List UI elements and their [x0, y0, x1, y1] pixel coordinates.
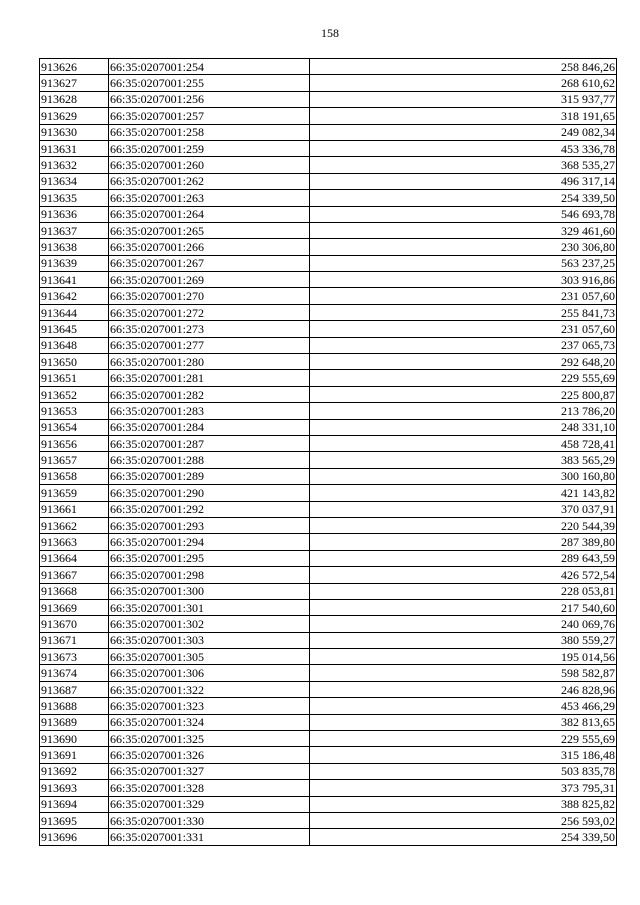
cadastral-number-cell: 66:35:0207001:272: [109, 304, 310, 320]
value-cell: 453 336,78: [310, 140, 617, 156]
cadastral-number-cell: 66:35:0207001:323: [109, 698, 310, 714]
table-row: [40, 304, 617, 320]
table-row: [40, 599, 617, 615]
value-cell: 318 191,65: [310, 108, 617, 124]
record-number-cell: 913695: [40, 812, 109, 828]
cadastral-number-cell: 66:35:0207001:280: [109, 354, 310, 370]
cadastral-number-cell: 66:35:0207001:269: [109, 272, 310, 288]
table-row: [40, 763, 617, 779]
record-number-cell: 913630: [40, 124, 109, 140]
value-cell: 217 540,60: [310, 599, 617, 615]
record-number-cell: 913689: [40, 714, 109, 730]
value-cell: 268 610,62: [310, 75, 617, 91]
record-number-cell: 913652: [40, 386, 109, 402]
record-number-cell: 913658: [40, 468, 109, 484]
cadastral-number-cell: 66:35:0207001:277: [109, 337, 310, 353]
value-cell: 213 786,20: [310, 403, 617, 419]
record-number-cell: 913631: [40, 140, 109, 156]
table-row: [40, 517, 617, 533]
value-cell: 380 559,27: [310, 632, 617, 648]
cadastral-number-cell: 66:35:0207001:254: [109, 59, 310, 75]
record-number-cell: 913642: [40, 288, 109, 304]
cadastral-number-cell: 66:35:0207001:292: [109, 501, 310, 517]
cadastral-number-cell: 66:35:0207001:262: [109, 173, 310, 189]
record-number-cell: 913696: [40, 829, 109, 845]
record-number-cell: 913659: [40, 485, 109, 501]
table-row: [40, 632, 617, 648]
cadastral-number-cell: 66:35:0207001:302: [109, 616, 310, 632]
table-row: [40, 403, 617, 419]
value-cell: 240 069,76: [310, 616, 617, 632]
table-row: [40, 780, 617, 796]
table-row: [40, 796, 617, 812]
record-number-cell: 913692: [40, 763, 109, 779]
value-cell: 248 331,10: [310, 419, 617, 435]
cadastral-number-cell: 66:35:0207001:331: [109, 829, 310, 845]
value-cell: 254 339,50: [310, 190, 617, 206]
value-cell: 289 643,59: [310, 550, 617, 566]
table-row: [40, 354, 617, 370]
record-number-cell: 913690: [40, 731, 109, 747]
value-cell: 329 461,60: [310, 222, 617, 238]
table-row: [40, 124, 617, 140]
cadastral-number-cell: 66:35:0207001:283: [109, 403, 310, 419]
cadastral-number-cell: 66:35:0207001:306: [109, 665, 310, 681]
record-number-cell: 913674: [40, 665, 109, 681]
cadastral-number-cell: 66:35:0207001:301: [109, 599, 310, 615]
value-cell: 220 544,39: [310, 517, 617, 533]
cadastral-number-cell: 66:35:0207001:265: [109, 222, 310, 238]
table-row: [40, 583, 617, 599]
value-cell: 563 237,25: [310, 255, 617, 271]
record-number-cell: 913626: [40, 59, 109, 75]
value-cell: 426 572,54: [310, 567, 617, 583]
cadastral-number-cell: 66:35:0207001:293: [109, 517, 310, 533]
value-cell: 254 339,50: [310, 829, 617, 845]
register-table-body: [40, 59, 617, 846]
record-number-cell: 913637: [40, 222, 109, 238]
table-row: [40, 190, 617, 206]
table-row: [40, 370, 617, 386]
table-row: [40, 649, 617, 665]
cadastral-number-cell: 66:35:0207001:270: [109, 288, 310, 304]
value-cell: 231 057,60: [310, 288, 617, 304]
value-cell: 237 065,73: [310, 337, 617, 353]
table-row: [40, 714, 617, 730]
record-number-cell: 913671: [40, 632, 109, 648]
table-row: [40, 534, 617, 550]
register-table: [39, 58, 617, 846]
record-number-cell: 913687: [40, 681, 109, 697]
cadastral-number-cell: 66:35:0207001:298: [109, 567, 310, 583]
table-row: [40, 435, 617, 451]
cadastral-number-cell: 66:35:0207001:294: [109, 534, 310, 550]
value-cell: 373 795,31: [310, 780, 617, 796]
table-row: [40, 731, 617, 747]
value-cell: 225 800,87: [310, 386, 617, 402]
table-row: [40, 485, 617, 501]
cadastral-number-cell: 66:35:0207001:281: [109, 370, 310, 386]
record-number-cell: 913668: [40, 583, 109, 599]
value-cell: 383 565,29: [310, 452, 617, 468]
table-row: [40, 386, 617, 402]
record-number-cell: 913636: [40, 206, 109, 222]
record-number-cell: 913648: [40, 337, 109, 353]
value-cell: 546 693,78: [310, 206, 617, 222]
table-row: [40, 173, 617, 189]
record-number-cell: 913657: [40, 452, 109, 468]
value-cell: 303 916,86: [310, 272, 617, 288]
cadastral-number-cell: 66:35:0207001:329: [109, 796, 310, 812]
value-cell: 388 825,82: [310, 796, 617, 812]
table-row: [40, 59, 617, 75]
value-cell: 258 846,26: [310, 59, 617, 75]
cadastral-number-cell: 66:35:0207001:287: [109, 435, 310, 451]
value-cell: 229 555,69: [310, 731, 617, 747]
table-row: [40, 140, 617, 156]
record-number-cell: 913661: [40, 501, 109, 517]
record-number-cell: 913670: [40, 616, 109, 632]
record-number-cell: 913644: [40, 304, 109, 320]
record-number-cell: 913669: [40, 599, 109, 615]
record-number-cell: 913651: [40, 370, 109, 386]
record-number-cell: 913656: [40, 435, 109, 451]
table-row: [40, 567, 617, 583]
cadastral-number-cell: 66:35:0207001:273: [109, 321, 310, 337]
table-row: [40, 452, 617, 468]
value-cell: 453 466,29: [310, 698, 617, 714]
cadastral-number-cell: 66:35:0207001:255: [109, 75, 310, 91]
table-row: [40, 419, 617, 435]
record-number-cell: 913629: [40, 108, 109, 124]
cadastral-number-cell: 66:35:0207001:326: [109, 747, 310, 763]
cadastral-number-cell: 66:35:0207001:303: [109, 632, 310, 648]
table-row: [40, 747, 617, 763]
table-row: [40, 239, 617, 255]
value-cell: 287 389,80: [310, 534, 617, 550]
record-number-cell: 913693: [40, 780, 109, 796]
value-cell: 598 582,87: [310, 665, 617, 681]
cadastral-number-cell: 66:35:0207001:300: [109, 583, 310, 599]
cadastral-number-cell: 66:35:0207001:327: [109, 763, 310, 779]
value-cell: 230 306,80: [310, 239, 617, 255]
cadastral-number-cell: 66:35:0207001:328: [109, 780, 310, 796]
value-cell: 496 317,14: [310, 173, 617, 189]
cadastral-number-cell: 66:35:0207001:284: [109, 419, 310, 435]
record-number-cell: 913632: [40, 157, 109, 173]
cadastral-number-cell: 66:35:0207001:290: [109, 485, 310, 501]
record-number-cell: 913688: [40, 698, 109, 714]
value-cell: 195 014,56: [310, 649, 617, 665]
record-number-cell: 913691: [40, 747, 109, 763]
record-number-cell: 913694: [40, 796, 109, 812]
cadastral-number-cell: 66:35:0207001:267: [109, 255, 310, 271]
cadastral-number-cell: 66:35:0207001:257: [109, 108, 310, 124]
table-row: [40, 681, 617, 697]
cadastral-number-cell: 66:35:0207001:288: [109, 452, 310, 468]
record-number-cell: 913650: [40, 354, 109, 370]
table-row: [40, 616, 617, 632]
record-number-cell: 913639: [40, 255, 109, 271]
cadastral-number-cell: 66:35:0207001:264: [109, 206, 310, 222]
cadastral-number-cell: 66:35:0207001:259: [109, 140, 310, 156]
value-cell: 231 057,60: [310, 321, 617, 337]
table-row: [40, 550, 617, 566]
value-cell: 382 813,65: [310, 714, 617, 730]
table-row: [40, 108, 617, 124]
table-row: [40, 468, 617, 484]
cadastral-number-cell: 66:35:0207001:260: [109, 157, 310, 173]
table-row: [40, 812, 617, 828]
cadastral-number-cell: 66:35:0207001:325: [109, 731, 310, 747]
record-number-cell: 913653: [40, 403, 109, 419]
table-row: [40, 75, 617, 91]
table-row: [40, 501, 617, 517]
value-cell: 246 828,96: [310, 681, 617, 697]
record-number-cell: 913641: [40, 272, 109, 288]
table-row: [40, 222, 617, 238]
record-number-cell: 913645: [40, 321, 109, 337]
value-cell: 368 535,27: [310, 157, 617, 173]
value-cell: 315 186,48: [310, 747, 617, 763]
table-row: [40, 665, 617, 681]
cadastral-number-cell: 66:35:0207001:289: [109, 468, 310, 484]
cadastral-number-cell: 66:35:0207001:282: [109, 386, 310, 402]
table-row: [40, 206, 617, 222]
record-number-cell: 913634: [40, 173, 109, 189]
cadastral-number-cell: 66:35:0207001:256: [109, 91, 310, 107]
table-row: [40, 288, 617, 304]
value-cell: 256 593,02: [310, 812, 617, 828]
table-row: [40, 157, 617, 173]
value-cell: 255 841,73: [310, 304, 617, 320]
page-number: 158: [321, 26, 339, 40]
table-row: [40, 255, 617, 271]
table-row: [40, 698, 617, 714]
table-row: [40, 337, 617, 353]
table-row: [40, 91, 617, 107]
cadastral-number-cell: 66:35:0207001:266: [109, 239, 310, 255]
record-number-cell: 913667: [40, 567, 109, 583]
value-cell: 229 555,69: [310, 370, 617, 386]
value-cell: 228 053,81: [310, 583, 617, 599]
record-number-cell: 913627: [40, 75, 109, 91]
cadastral-number-cell: 66:35:0207001:330: [109, 812, 310, 828]
value-cell: 315 937,77: [310, 91, 617, 107]
cadastral-number-cell: 66:35:0207001:263: [109, 190, 310, 206]
table-row: [40, 272, 617, 288]
record-number-cell: 913673: [40, 649, 109, 665]
value-cell: 300 160,80: [310, 468, 617, 484]
cadastral-number-cell: 66:35:0207001:305: [109, 649, 310, 665]
cadastral-number-cell: 66:35:0207001:295: [109, 550, 310, 566]
record-number-cell: 913635: [40, 190, 109, 206]
record-number-cell: 913638: [40, 239, 109, 255]
value-cell: 292 648,20: [310, 354, 617, 370]
record-number-cell: 913662: [40, 517, 109, 533]
table-row: [40, 829, 617, 845]
value-cell: 503 835,78: [310, 763, 617, 779]
record-number-cell: 913654: [40, 419, 109, 435]
value-cell: 458 728,41: [310, 435, 617, 451]
table-row: [40, 321, 617, 337]
record-number-cell: 913663: [40, 534, 109, 550]
cadastral-number-cell: 66:35:0207001:324: [109, 714, 310, 730]
record-number-cell: 913664: [40, 550, 109, 566]
cadastral-number-cell: 66:35:0207001:322: [109, 681, 310, 697]
cadastral-number-cell: 66:35:0207001:258: [109, 124, 310, 140]
record-number-cell: 913628: [40, 91, 109, 107]
value-cell: 370 037,91: [310, 501, 617, 517]
value-cell: 249 082,34: [310, 124, 617, 140]
value-cell: 421 143,82: [310, 485, 617, 501]
